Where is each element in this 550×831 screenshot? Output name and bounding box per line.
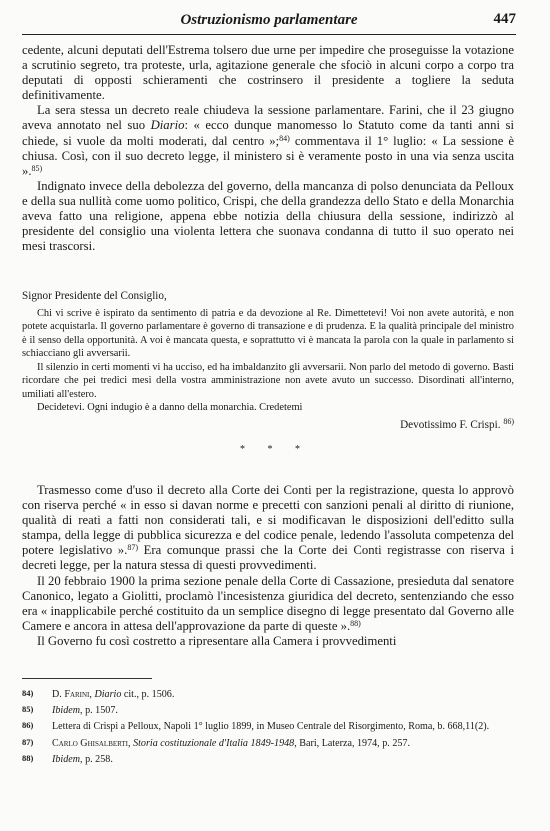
footnote-ref-87: 87) [127, 543, 138, 553]
footnotes [22, 686, 514, 767]
footnote-85: 85) Ibidem, p. 1507. [22, 704, 118, 717]
running-header [22, 10, 516, 35]
main-text-top [22, 43, 514, 254]
paragraph-1: cedente, alcuni deputati dell'Estrema tolsero due urne per impedire che proseguisse la votazione a scrutinio segreto, tra proteste, urla, agitazione generale che sfociò in alcuni corpo a corpo tra deputati di opposti schieramenti che costrinsero il presidente a togliere la seduta definitivamente. [22, 43, 514, 103]
footnote-rule [22, 678, 152, 679]
quoted-letter [22, 290, 514, 432]
paragraph-6: Il Governo fu così costretto a ripresentare alla Camera i provvedimenti [37, 633, 397, 648]
paragraph-5: Il 20 febbraio 1900 la prima sezione penale della Corte di Cassazione, presieduta dal senatore Canonico, legato a Giolitti, proclamò l'incesistenza giuridica del decreto, sentenziando che esso era « inapplicabile perché costituito da un semplice disegno di legge presentato dal Governo alle Camere e ancora in attesa dell'approvazione da parte di queste ».$^{88)}$ [22, 573, 514, 633]
paragraph-3: Indignato invece della debolezza del governo, della mancanza di polso denunciata da Pelloux e della sua nullità come uomo politico, Crispi, che della grandezza dello Stato e della Monarchia aveva fatto una religione, appena ebbe notizia della chiusura della sessione, indirizzò al presidente del consiglio una violenta lettera che suonava condanna di tutto il suo operato nei mesi trascorsi. [22, 178, 514, 254]
running-title: Ostruzionismo parlamentare [180, 12, 358, 28]
main-text-bottom [22, 483, 514, 649]
footnote-ref-86: 86) [503, 416, 514, 426]
letter-paragraph: Chi vi scrive è ispirato da sentimento di patria e da devozione al Re. Dimettetevi! Voi non avete autorità, e non potete acquistarla. Il governo parlamentare è governo di transazione e di prudenza. E la qualità principale del ministro è il senso della opportunità. A voi è mancata questa, e soprattutto vi è mancata la parola con la quale in parlamento si schiacciano gli avversarii. [22, 307, 514, 359]
letter-signature: Devotissimo F. Crispi. $^{86)}$ [400, 416, 514, 431]
page-number: 447 [493, 11, 516, 27]
footnote-87: 87) Carlo Ghisalberti, Storia costituzionale d'Italia 1849-1948, Bari, Laterza, 1974, p. 257. [22, 736, 410, 749]
footnote-ref-88: 88) [350, 618, 361, 628]
letter-salutation: Signor Presidente del Consiglio, [22, 290, 167, 302]
footnote-84: 84) D. Farini, Diario cit., p. 1506. [22, 688, 175, 700]
footnote-88: 88) Ibidem, p. 258. [22, 752, 113, 765]
letter-paragraph: Decidetevi. Ogni indugio è a danno della monarchia. Credetemi [37, 402, 303, 413]
letter-paragraph: Il silenzio in certi momenti vi ha ucciso, ed ha imbaldanzito gli avversarii. Non parlo del metodo di governo. Basti ricordare che pei tredici mesi della vostra amministrazione non avete avuto un successo. Disordinati all'interno, umiliati all'estero. [22, 361, 514, 400]
footnote-86: 86) Lettera di Crispi a Pelloux, Napoli 1° luglio 1899, in Museo Centrale del Risorgimento, Roma, b. 668,11(2). [22, 720, 490, 733]
section-separator: * * * [240, 444, 310, 455]
footnote-ref-85: 85) [31, 163, 43, 173]
paragraph-4: Trasmesso come d'uso il decreto alla Corte dei Conti per la registrazione, questa lo approvò con riserva perché « in esso si davan norme e precetti con sanzioni penali al diritto di riunione, qualità di reati a fatti non considerati tali, e si modificavan le disposizioni dell'editto sulla stampa, della legge di pubblica sicurezza e del codice penale, ledendo l'assoluta competenza del potere legislativo ».$^{87)}$ Era comunque prassi che la Corte dei Conti registrasse con riserva i decreti legge, per la natura stessa di questi provvedimenti. [22, 483, 514, 573]
paragraph-2: La sera stessa un decreto reale chiudeva la sessione parlamentare. Farini, che il 23 giugno aveva annotato nel suo Diario: « ecco dunque manomesso lo Statuto come da tanti anni si chiede, si vuole da molti moderati, dal centro »;$^{84)}$ commentava il 1° luglio: « La sessione è chiusa. Così, con il suo decreto legge, il ministero si è veramente posto in una via senza uscita ».$^{85)}$ [22, 103, 515, 178]
footnote-ref-84: 84) [279, 133, 290, 143]
